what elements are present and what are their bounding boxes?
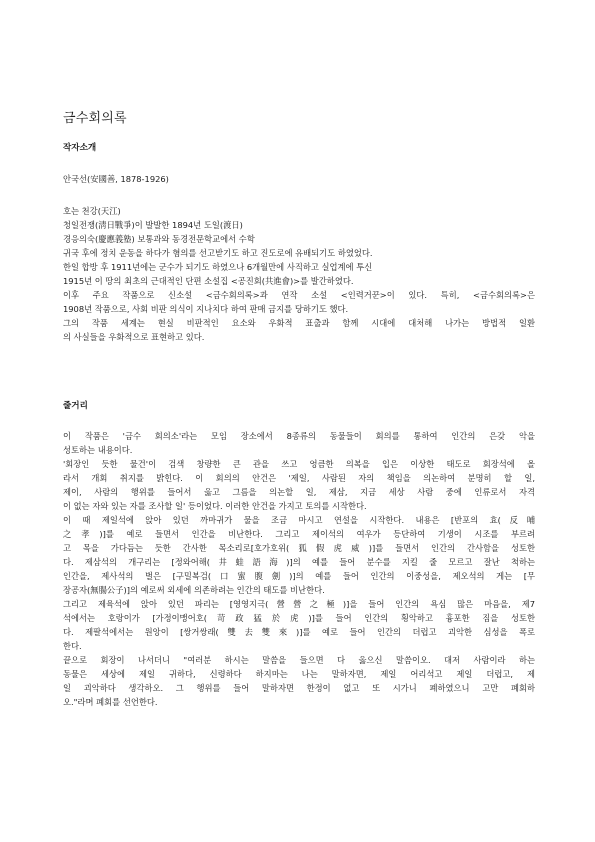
document-title: 금수회의록 (63, 111, 127, 126)
plot-line: '회장인 듯한 물건'이 검색 창량한 큰 관을 쓰고 엉큼한 의복을 입은 이상한 태도로 회장석에 올 (63, 459, 535, 469)
author-line: 청일전쟁(淸日戰爭)이 발발한 1894년 도일(渡日) (63, 220, 243, 230)
author-line: 그의 작품 세계는 현실 비판적인 요소와 우화적 표출과 함께 시대에 대처해 나가는 방법적 일환 (63, 318, 535, 328)
author-line: 의 사실들을 우화적으로 표현하고 있다. (63, 332, 205, 342)
author-line: 귀국 후에 정치 운동을 하다가 혐의를 선고받기도 하고 진도로에 유배되기도 하였었다. (63, 248, 373, 258)
plot-line: 이 없는 자와 있는 자를 조사할 일' 등이었다. 이러한 안건을 가지고 토의를 시작한다. (63, 501, 367, 511)
author-line: 한일 합방 후 1911년에는 군수가 되기도 하였으나 6개월만에 사직하고 실업계에 투신 (63, 262, 373, 272)
plot-line: 성토하는 내용이다. (63, 445, 133, 455)
plot-line: 라서 개회 취지를 밝힌다. 이 회의의 안건은 '제일, 사람된 자의 책임을 의논하여 분명히 할 일, (63, 473, 535, 483)
plot-line: 고 목을 가다듬는 듯한 간사한 목소리로[호가호위(狐假虎威)]를 들면서 인간의 간사함을 성토한 (63, 543, 535, 553)
plot-line: 일 괴악하다 생각하오. 그 행위를 들어 말하자면 한정이 없고 또 시가니 폐하였으니 고만 폐회하 (63, 683, 535, 693)
plot-line: 인간을, 제사석의 벌은 [구밀복검(口蜜腹劍)]의 예를 들어 인간의 이중성을, 제오석의 게는 [무 (63, 571, 535, 581)
plot-line: 之孝)]를 예로 들면서 인간을 비난한다. 그리고 제이석의 여우가 등단하여 기생이 시조를 부르려 (63, 529, 535, 539)
author-line: 경응의숙(慶應義塾) 보통과와 동경전문학교에서 수학 (63, 234, 255, 244)
author-section-heading: 작자소개 (63, 143, 97, 153)
author-line: 호는 천강(天江) (63, 206, 121, 216)
author-line: 이후 주요 작품으로 신소설 <금수회의록>과 연작 소설 <인력거꾼>이 있다. 특히, <금수회의록>은 (63, 290, 535, 300)
author-line: 1908년 작품으로, 사회 비판 의식이 지나치다 하여 판매 금지를 당하기도 했다. (63, 304, 349, 314)
plot-line: 장공자(無腸公子)]의 예로써 외세에 의존하려는 인간의 태도를 비난한다. (63, 585, 325, 595)
plot-line: 동물은 세상에 제일 귀하다, 신령하다 하지마는 나는 말하자면, 제일 어리석고 제일 더럽고, 제 (63, 669, 535, 679)
plot-line: 다. 제삼석의 개구리는 [정와어해(井蛙語海)]의 예를 들어 분수를 지킬 줄 모르고 잘난 척하는 (63, 557, 535, 567)
plot-line: 석에서는 호랑이가 [가정이맹어호(苛政猛於虎)]를 들어 인간의 횡악하고 흉포한 짐을 성토한 (63, 613, 535, 623)
plot-line: 끝으로 회장이 나서더니 "여러분 하시는 말씀을 들으면 다 옳으신 말씀이오. 대저 사람이라 하는 (63, 655, 535, 665)
author-name-line: 안국선(安國善, 1878-1926) (63, 174, 169, 184)
plot-line: 이 작품은 '금수 회의소'라는 모임 장소에서 8종류의 동물들이 회의를 통하여 인간의 은갖 악을 (63, 431, 535, 441)
plot-line: 다. 제팔석에서는 원앙이 [쌍거쌍래(雙去雙來)]를 예로 들어 인간의 더럽고 괴악한 심성을 폭로 (63, 627, 535, 637)
plot-line: 이 때 제일석에 앉아 있던 까마귀가 물을 조금 마시고 연설을 시작한다. 내용은 [반포의 효(反哺 (63, 515, 535, 525)
plot-section-heading: 줄거리 (63, 401, 88, 411)
plot-line: 제이, 사람의 행위를 들어서 옳고 그름을 의논할 일, 제삼, 지금 세상 사람 중에 인류로서 자격 (63, 487, 535, 497)
author-line: 1915년 이 땅의 최초의 근대적인 단편 소설집 <공진회(共進會)>를 발간하였다. (63, 276, 354, 286)
plot-line: 오."라며 폐회를 선언한다. (63, 697, 158, 707)
plot-line: 그리고 제육석에 앉아 있던 파리는 [영영지극(營營之極)]을 들어 인간의 욕심 많은 마음을, 제7 (63, 599, 535, 609)
plot-line: 한다. (63, 641, 82, 651)
